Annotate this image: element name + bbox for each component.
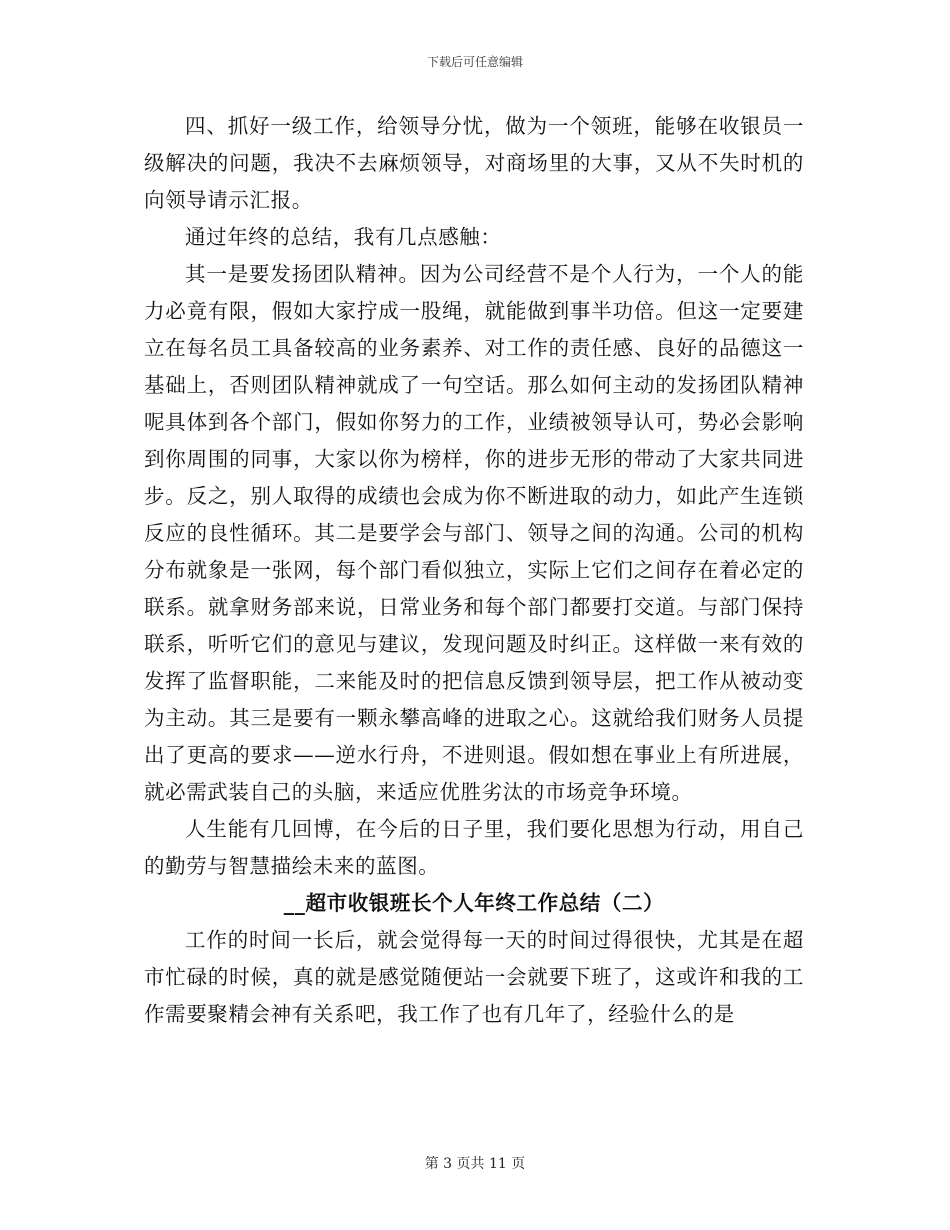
paragraph-reflection-intro: 通过年终的总结，我有几点感触： <box>185 225 502 249</box>
paragraph-team-spirit: 其一是要发扬团队精神。因为公司经营不是个人行为，一个人的能力必竟有限，假如大家拧成一股绳，就能做到事半功倍。但这一定要建立在每名员工具备较高的业务素养、对工作的责任感、良好的品德这一基础上，否则团队精神就成了一句空话。那么如何主动的发扬团队精神呢具体到各个部门，假如你努力的工作，业绩被领导认可，势必会影响到你周围的同事，大家以你为榜样，你的进步无形的带动了大家共同进步。反之，别人取得的成绩也会成为你不断进取的动力，如此产生连锁反应的良性循环。其二是要学会与部门、领导之间的沟通。公司的机构分布就象是一张网，每个部门看似独立，实际上它们之间存在着必定的联系。就拿财务部来说，日常业务和每个部门都要打交道。与部门保持联系，听听它们的意见与建议，发现问题及时纠正。这样做一来有效的发挥了监督职能，二来能及时的把信息反馈到领导层，把工作从被动变为主动。其三是要有一颗永攀高峰的进取之心。这就给我们财务人员提出了更高的要求——逆水行舟，不进则退。假如想在事业上有所进展，就必需武装自己的头脑，来适应优胜劣汰的市场竞争环境。 <box>144 262 804 804</box>
section-title: __超市收银班长个人年终工作总结（二） <box>283 891 665 915</box>
paragraph-conclusion: 人生能有几回博，在今后的日子里，我们要化思想为行动，用自己的勤劳与智慧描绘未来的蓝图。 <box>144 817 804 878</box>
paragraph-section-two-intro: 工作的时间一长后，就会觉得每一天的时间过得很快，尤其是在超市忙碌的时候，真的就是感觉随便站一会就要下班了，这或许和我的工作需要聚精会神有关系吧，我工作了也有几年了，经验什么的是 <box>144 928 804 1026</box>
paragraph-four: 四、抓好一级工作，给领导分忧，做为一个领班，能够在收银员一级解决的问题，我决不去麻烦领导，对商场里的大事，又从不失时机的向领导请示汇报。 <box>144 114 804 212</box>
document-body <box>144 108 804 1033</box>
page-header: 下载后可任意编辑 <box>426 55 523 69</box>
page-footer: 第 3 页共 11 页 <box>424 1156 526 1172</box>
